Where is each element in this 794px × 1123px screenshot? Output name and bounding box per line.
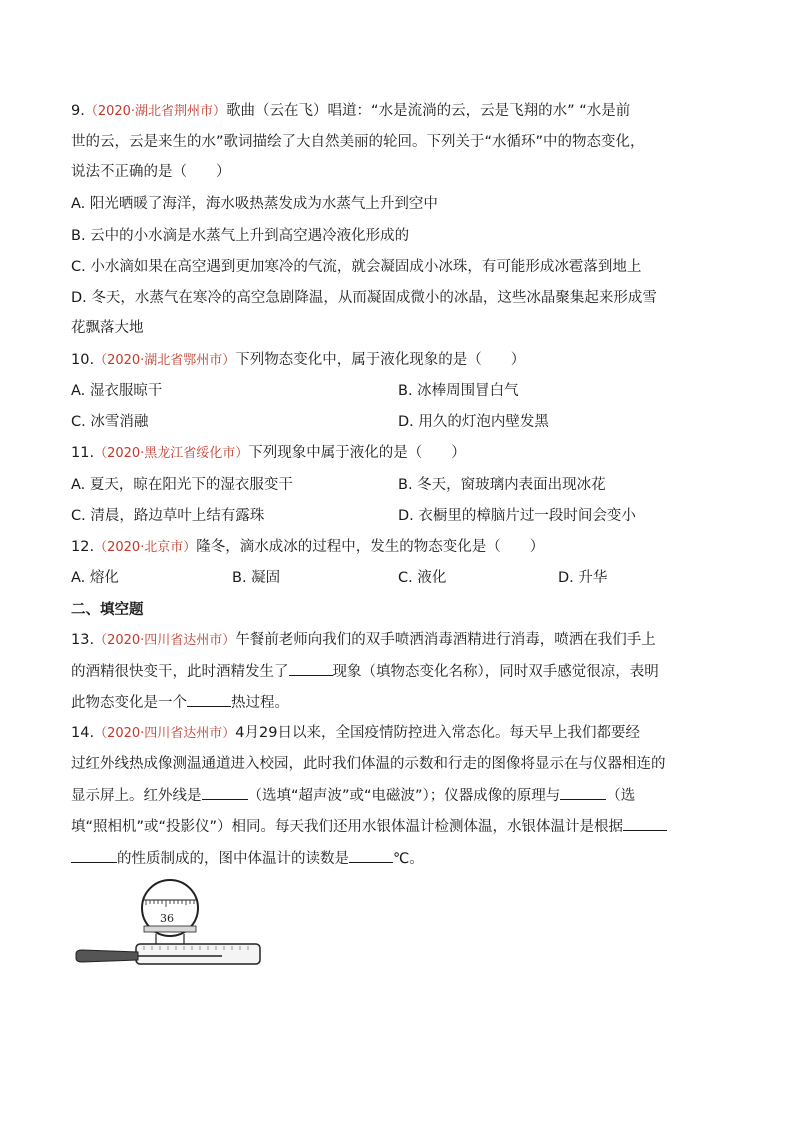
q9-stem-line1: 9.（2020·湖北省荆州市）歌曲（云在飞）唱道：“水是流淌的云，云是飞翔的水” “水是前	[71, 103, 631, 119]
q14-blank-1[interactable]	[202, 785, 248, 800]
q11-option-b: B. 冬天，窗玻璃内表面出现冰花	[398, 477, 606, 493]
q9-option-c: C. 小水滴如果在高空遇到更加寒冷的气流，就会凝固成小冰珠，有可能形成冰雹落到地上	[71, 259, 642, 275]
q9-option-a: A. 阳光晒暖了海洋，海水吸热蒸发成为水蒸气上升到空中	[71, 196, 438, 212]
thermometer-figure	[72, 878, 264, 970]
q14-blank-3[interactable]	[623, 816, 667, 831]
mercury-column-magnified	[144, 926, 196, 932]
q14-stem-line2: 过红外线热成像测温通道进入校园，此时我们体温的示数和行走的图像将显示在与仪器相连的	[71, 756, 666, 772]
q12-option-c: C. 液化	[398, 570, 447, 586]
q10-option-b: B. 冰棒周围冒白气	[398, 383, 519, 399]
scale-number: 36	[160, 912, 174, 925]
q10-source: （2020·湖北省鄂州市）	[94, 353, 236, 368]
q10-option-c: C. 冰雪消融	[71, 414, 149, 430]
q10-stem: 10.（2020·湖北省鄂州市）下列物态变化中，属于液化现象的是（ ）	[71, 352, 526, 368]
q14-stem-line1: 14.（2020·四川省达州市）4月29日以来，全国疫情防控进入常态化。每天早上我们都要经	[71, 725, 640, 741]
q11-option-d: D. 衣橱里的樟脑片过一段时间会变小	[398, 508, 636, 524]
q14-stem-line5: 的性质制成的，图中体温计的读数是 ℃。	[71, 848, 424, 869]
q12-option-a: A. 熔化	[71, 570, 119, 586]
q14-blank-4[interactable]	[71, 848, 117, 863]
q10-options-row1	[71, 381, 162, 401]
thermometer-glass-body	[136, 944, 260, 964]
q12-source: （2020·北京市）	[94, 540, 197, 555]
q9-option-d-line2: 花飘落大地	[71, 320, 144, 336]
q12-option-b: B. 凝固	[232, 570, 281, 586]
q9-stem-line3: 说法不正确的是（ ）	[71, 164, 231, 180]
q13-source: （2020·四川省达州市）	[94, 633, 236, 648]
q14-blank-2[interactable]	[560, 785, 606, 800]
q13-blank-1[interactable]	[289, 661, 333, 676]
q13-blank-2[interactable]	[187, 692, 231, 707]
q14-blank-5[interactable]	[349, 848, 393, 863]
section-title-fill-blank: 二、填空题	[71, 602, 144, 618]
q11-source: （2020·黑龙江省绥化市）	[94, 446, 249, 461]
q13-stem-line1: 13.（2020·四川省达州市）午餐前老师向我们的双手喷洒消毒酒精进行消毒，喷洒在我们手上	[71, 632, 656, 648]
q10-option-d: D. 用久的灯泡内壁发黑	[398, 414, 549, 430]
q11-option-c: C. 清晨，路边草叶上结有露珠	[71, 508, 265, 524]
q11-option-a: A. 夏天，晾在阳光下的湿衣服变干	[71, 477, 293, 493]
q9-stem-line2: 世的云，云是来生的水”歌词描绘了大自然美丽的轮回。下列关于“水循环”中的物态变化，	[71, 134, 645, 150]
q9-source: （2020·湖北省荆州市）	[84, 104, 227, 119]
q9-option-d-line1: D. 冬天，水蒸气在寒冷的高空急剧降温，从而凝固成微小的冰晶，这些冰晶聚集起来形成雪	[71, 290, 657, 306]
q14-stem-line4: 填“照相机”或“投影仪”）相同。每天我们还用水银体温计检测体温，水银体温计是根据	[71, 816, 667, 837]
q13-stem-line3: 此物态变化是一个 热过程。	[71, 692, 289, 713]
q13-stem-line2: 的酒精很快变干，此时酒精发生了 现象（填物态变化名称），同时双手感觉很凉，表明	[71, 661, 659, 682]
q11-stem: 11.（2020·黑龙江省绥化市）下列现象中属于液化的是（ ）	[71, 445, 466, 461]
q10-option-a: A. 湿衣服晾干	[71, 383, 163, 399]
q14-stem-line3: 显示屏上。红外线是 （选填“超声波”或“电磁波”）；仪器成像的原理与 （选	[71, 785, 635, 806]
thermometer-bulb	[76, 950, 138, 962]
q14-source: （2020·四川省达州市）	[94, 726, 236, 741]
q12-stem: 12.（2020·北京市）隆冬，滴水成冰的过程中，发生的物态变化是（ ）	[71, 539, 545, 555]
q9-option-b: B. 云中的小水滴是水蒸气上升到高空遇冷液化形成的	[71, 228, 410, 244]
q12-option-d: D. 升华	[558, 570, 608, 586]
